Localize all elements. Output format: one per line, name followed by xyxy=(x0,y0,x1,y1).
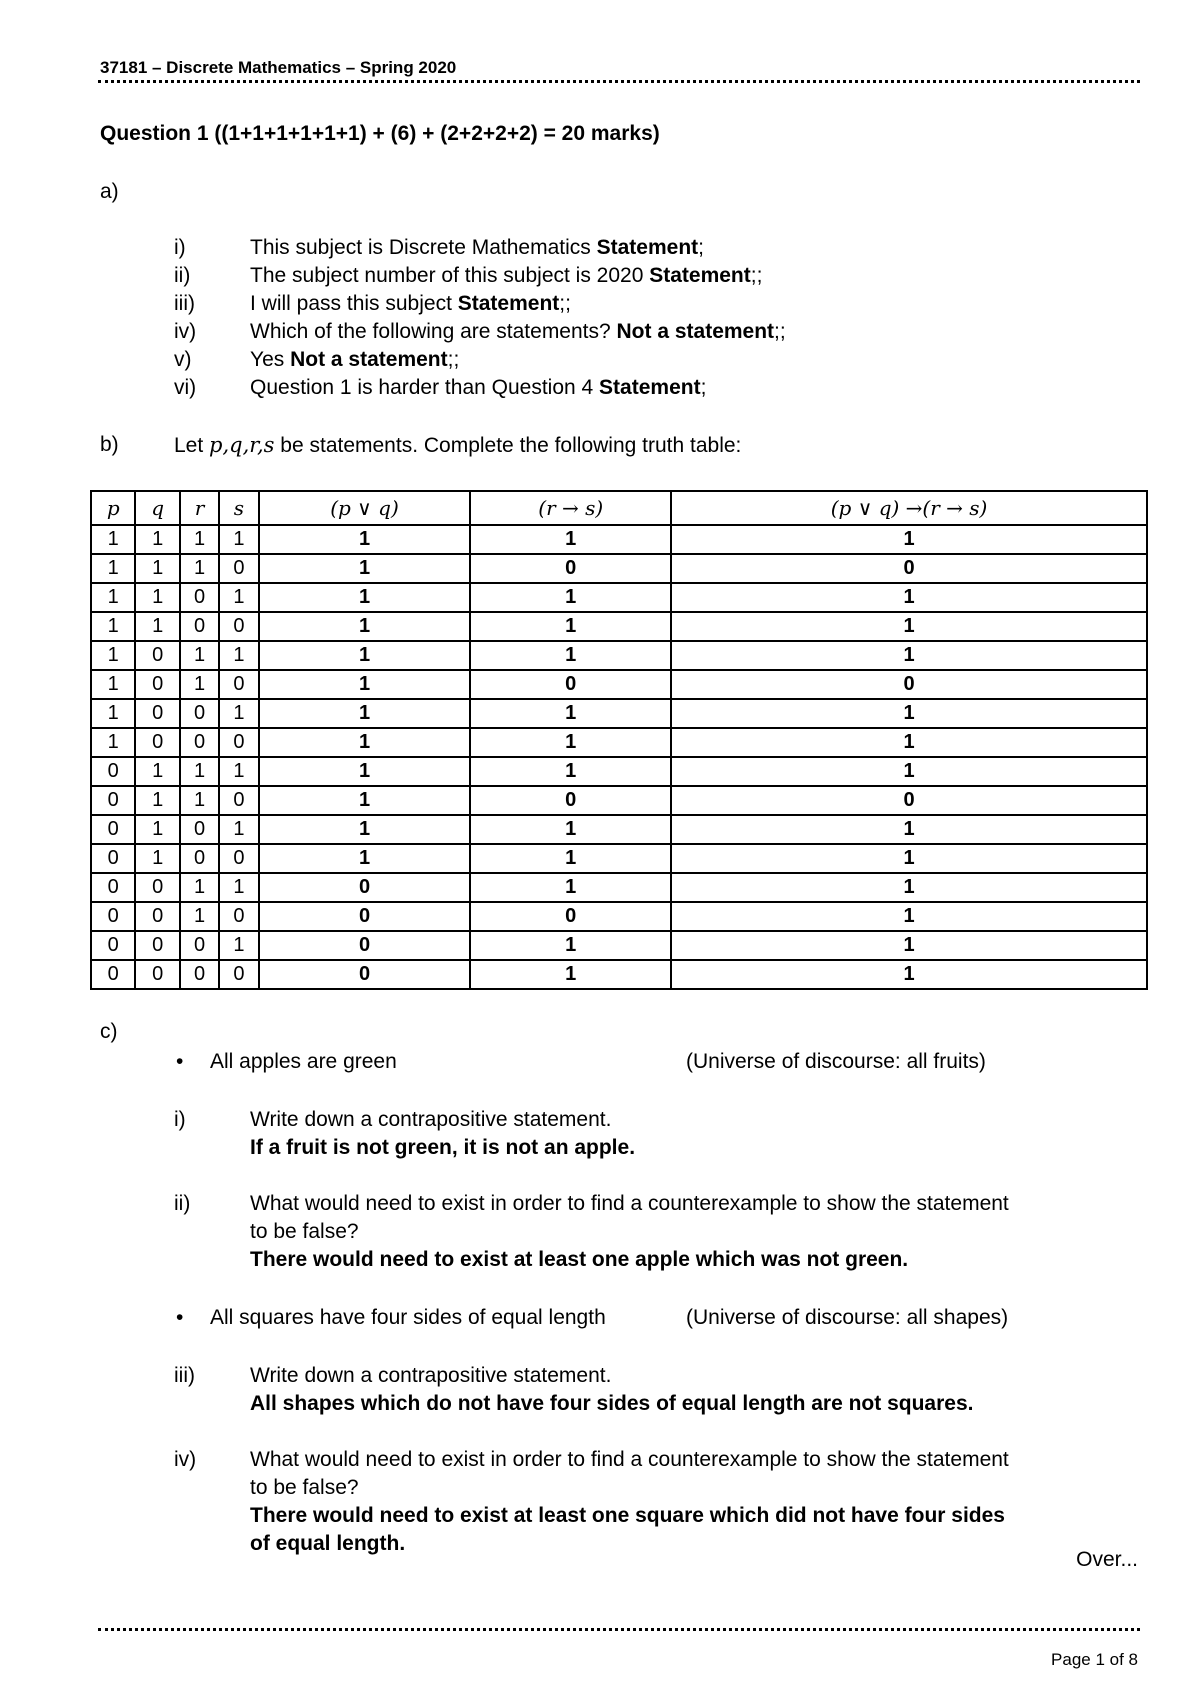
table-cell: 0 xyxy=(91,815,135,844)
table-cell: 0 xyxy=(219,786,258,815)
bullet-dot: • xyxy=(176,1306,184,1329)
table-cell: 0 xyxy=(91,844,135,873)
item-number: ii) xyxy=(174,1192,191,1215)
item-question-line1: What would need to exist in order to find a counterexample to show the statement xyxy=(250,1448,1009,1471)
table-cell: 0 xyxy=(259,960,471,989)
item-number: iii) xyxy=(174,1364,195,1387)
table-cell: 1 xyxy=(470,873,671,902)
item-text xyxy=(250,346,459,374)
question-title: Question 1 ((1+1+1+1+1+1) + (6) + (2+2+2+2) = 20 marks) xyxy=(100,122,660,145)
item-text-tail: ;; xyxy=(750,264,763,287)
table-cell: 1 xyxy=(135,815,179,844)
item-number: i) xyxy=(174,1108,186,1131)
table-cell: 1 xyxy=(470,583,671,612)
item-text-plain: This subject is Discrete Mathematics xyxy=(250,236,597,259)
table-cell: 1 xyxy=(259,670,471,699)
table-cell: 0 xyxy=(91,960,135,989)
table-cell: 1 xyxy=(91,612,135,641)
table-cell: 1 xyxy=(219,641,258,670)
table-cell: 1 xyxy=(671,525,1147,554)
table-cell: 0 xyxy=(219,728,258,757)
table-cell: 0 xyxy=(219,844,258,873)
item-text-bold: Not a statement xyxy=(290,348,448,371)
table-row xyxy=(91,786,1147,815)
item-text-tail: ;; xyxy=(447,348,460,371)
table-row xyxy=(91,902,1147,931)
table-cell: 1 xyxy=(180,525,219,554)
column-header: p xyxy=(91,491,135,525)
table-cell: 1 xyxy=(180,670,219,699)
item-text-plain: Question 1 is harder than Question 4 xyxy=(250,376,600,399)
table-cell: 0 xyxy=(180,960,219,989)
table-cell: 1 xyxy=(219,873,258,902)
item-number: ii) xyxy=(174,264,191,287)
column-header: (p ∨ q) xyxy=(259,491,471,525)
table-cell: 0 xyxy=(219,902,258,931)
table-cell: 1 xyxy=(219,931,258,960)
table-cell: 1 xyxy=(91,699,135,728)
item-text-bold: Statement xyxy=(596,236,699,259)
table-row xyxy=(91,641,1147,670)
table-cell: 0 xyxy=(180,699,219,728)
table-cell: 0 xyxy=(259,931,471,960)
table-cell: 1 xyxy=(470,699,671,728)
table-cell: 1 xyxy=(259,728,471,757)
table-cell: 1 xyxy=(671,641,1147,670)
item-number: iii) xyxy=(174,292,195,315)
bullet-apples: All apples are green xyxy=(210,1050,397,1073)
table-cell: 0 xyxy=(219,670,258,699)
table-cell: 0 xyxy=(91,873,135,902)
item-answer: There would need to exist at least one apple which was not green. xyxy=(250,1248,909,1271)
item-number: v) xyxy=(174,348,192,371)
table-cell: 1 xyxy=(219,757,258,786)
item-text-bold: Statement xyxy=(599,376,701,399)
table-cell: 0 xyxy=(470,670,671,699)
table-cell: 1 xyxy=(91,728,135,757)
intro-suffix: be statements. Complete the following truth table: xyxy=(274,434,742,457)
table-cell: 1 xyxy=(470,757,671,786)
table-cell: 1 xyxy=(470,525,671,554)
item-text-tail: ;; xyxy=(559,292,571,315)
table-cell: 1 xyxy=(180,757,219,786)
table-cell: 1 xyxy=(135,757,179,786)
item-text-plain: I will pass this subject xyxy=(250,292,458,315)
table-cell: 0 xyxy=(135,699,179,728)
table-cell: 1 xyxy=(671,844,1147,873)
table-cell: 1 xyxy=(219,583,258,612)
item-text xyxy=(250,262,762,290)
table-cell: 1 xyxy=(470,960,671,989)
table-cell: 0 xyxy=(180,728,219,757)
table-row xyxy=(91,525,1147,554)
item-answer: If a fruit is not green, it is not an apple. xyxy=(250,1136,636,1159)
item-text-tail: ;; xyxy=(774,320,786,343)
item-number: i) xyxy=(174,236,186,259)
table-cell: 1 xyxy=(671,583,1147,612)
table-cell: 0 xyxy=(470,554,671,583)
part-b-label: b) xyxy=(100,433,119,456)
table-row xyxy=(91,931,1147,960)
table-cell: 0 xyxy=(219,612,258,641)
item-answer: All shapes which do not have four sides of equal length are not squares. xyxy=(250,1392,974,1415)
table-cell: 1 xyxy=(91,583,135,612)
table-cell: 0 xyxy=(470,786,671,815)
table-row xyxy=(91,612,1147,641)
item-text xyxy=(250,290,571,318)
table-cell: 1 xyxy=(259,844,471,873)
table-cell: 0 xyxy=(135,670,179,699)
item-question-line2: to be false? xyxy=(250,1220,359,1243)
table-cell: 1 xyxy=(135,583,179,612)
table-cell: 0 xyxy=(91,931,135,960)
table-cell: 1 xyxy=(180,873,219,902)
table-cell: 1 xyxy=(671,960,1147,989)
table-row xyxy=(91,815,1147,844)
table-cell: 1 xyxy=(470,641,671,670)
item-question: Write down a contrapositive statement. xyxy=(250,1108,612,1131)
page-number: Page 1 of 8 xyxy=(1051,1650,1138,1669)
table-cell: 0 xyxy=(259,902,471,931)
table-row xyxy=(91,554,1147,583)
item-number: iv) xyxy=(174,320,197,343)
table-cell: 1 xyxy=(91,554,135,583)
item-text-bold: Not a statement xyxy=(616,320,775,343)
table-cell: 0 xyxy=(135,873,179,902)
footer-divider xyxy=(98,1628,1140,1631)
column-header: (p ∨ q) →(r → s) xyxy=(671,491,1147,525)
table-cell: 0 xyxy=(91,757,135,786)
table-cell: 0 xyxy=(135,902,179,931)
table-cell: 1 xyxy=(671,815,1147,844)
item-text xyxy=(250,234,704,262)
part-a-label: a) xyxy=(100,180,119,203)
table-cell: 1 xyxy=(135,525,179,554)
table-row xyxy=(91,844,1147,873)
table-cell: 1 xyxy=(259,525,471,554)
table-cell: 1 xyxy=(135,554,179,583)
item-text-bold: Statement xyxy=(457,292,560,315)
table-cell: 0 xyxy=(219,554,258,583)
column-header: q xyxy=(135,491,179,525)
bullet-squares-universe: (Universe of discourse: all shapes) xyxy=(686,1306,1009,1329)
truth-table-header xyxy=(91,491,1147,525)
table-cell: 0 xyxy=(671,670,1147,699)
item-text-bold: Statement xyxy=(649,264,751,287)
table-cell: 1 xyxy=(219,699,258,728)
table-cell: 1 xyxy=(470,931,671,960)
table-cell: 0 xyxy=(180,583,219,612)
column-header: s xyxy=(219,491,258,525)
table-cell: 1 xyxy=(671,931,1147,960)
table-cell: 1 xyxy=(91,525,135,554)
bullet-dot: • xyxy=(176,1050,184,1073)
item-text xyxy=(250,318,786,346)
item-answer-line1: There would need to exist at least one square which did not have four sides xyxy=(250,1504,1005,1527)
table-cell: 1 xyxy=(180,786,219,815)
item-text-plain: Which of the following are statements? xyxy=(250,320,617,343)
page-header: 37181 – Discrete Mathematics – Spring 2020 xyxy=(100,58,457,77)
table-row xyxy=(91,728,1147,757)
table-cell: 0 xyxy=(135,931,179,960)
table-cell: 1 xyxy=(671,728,1147,757)
table-row xyxy=(91,873,1147,902)
intro-vars: p,q,r,s xyxy=(209,433,275,457)
table-cell: 0 xyxy=(91,786,135,815)
table-cell: 0 xyxy=(259,873,471,902)
column-header: (r → s) xyxy=(470,491,671,525)
table-cell: 0 xyxy=(135,960,179,989)
table-row xyxy=(91,699,1147,728)
table-cell: 0 xyxy=(180,612,219,641)
table-cell: 1 xyxy=(91,670,135,699)
table-row xyxy=(91,583,1147,612)
over-note: Over... xyxy=(1076,1548,1138,1571)
bullet-squares: All squares have four sides of equal length xyxy=(210,1306,606,1329)
table-cell: 0 xyxy=(91,902,135,931)
column-header: r xyxy=(180,491,219,525)
table-cell: 1 xyxy=(259,641,471,670)
item-answer-line2: of equal length. xyxy=(250,1532,406,1555)
table-cell: 1 xyxy=(671,757,1147,786)
item-text-tail: ; xyxy=(698,236,704,259)
table-cell: 1 xyxy=(180,902,219,931)
item-text-plain: The subject number of this subject is 2020 xyxy=(250,264,650,287)
table-cell: 1 xyxy=(259,612,471,641)
table-cell: 1 xyxy=(91,641,135,670)
table-cell: 0 xyxy=(671,786,1147,815)
table-cell: 1 xyxy=(259,786,471,815)
table-cell: 1 xyxy=(470,612,671,641)
table-cell: 1 xyxy=(135,786,179,815)
table-cell: 0 xyxy=(180,815,219,844)
table-cell: 0 xyxy=(180,844,219,873)
table-cell: 0 xyxy=(180,931,219,960)
table-cell: 1 xyxy=(671,699,1147,728)
table-cell: 1 xyxy=(671,612,1147,641)
table-cell: 1 xyxy=(259,583,471,612)
table-row xyxy=(91,960,1147,989)
table-cell: 1 xyxy=(671,902,1147,931)
part-b-intro xyxy=(174,433,741,458)
table-cell: 0 xyxy=(470,902,671,931)
item-text xyxy=(250,374,706,402)
table-cell: 1 xyxy=(219,525,258,554)
table-cell: 1 xyxy=(470,728,671,757)
table-cell: 0 xyxy=(219,960,258,989)
item-question-line1: What would need to exist in order to find a counterexample to show the statement xyxy=(250,1192,1009,1215)
table-cell: 1 xyxy=(259,815,471,844)
table-cell: 1 xyxy=(259,554,471,583)
intro-prefix: Let xyxy=(174,434,210,457)
item-question: Write down a contrapositive statement. xyxy=(250,1364,612,1387)
table-cell: 1 xyxy=(135,612,179,641)
part-c-label: c) xyxy=(100,1020,118,1043)
truth-table xyxy=(90,490,1148,990)
bullet-apples-universe: (Universe of discourse: all fruits) xyxy=(686,1050,986,1073)
table-row xyxy=(91,670,1147,699)
item-number: iv) xyxy=(174,1448,197,1471)
table-cell: 1 xyxy=(180,554,219,583)
table-cell: 1 xyxy=(671,873,1147,902)
table-cell: 1 xyxy=(470,844,671,873)
table-cell: 0 xyxy=(671,554,1147,583)
table-cell: 1 xyxy=(219,815,258,844)
item-text-tail: ; xyxy=(700,376,707,399)
table-cell: 1 xyxy=(259,757,471,786)
table-cell: 1 xyxy=(259,699,471,728)
table-cell: 0 xyxy=(135,641,179,670)
header-divider xyxy=(98,80,1140,83)
item-question-line2: to be false? xyxy=(250,1476,359,1499)
table-cell: 1 xyxy=(135,844,179,873)
item-number: vi) xyxy=(174,376,197,399)
table-cell: 1 xyxy=(180,641,219,670)
table-row xyxy=(91,757,1147,786)
table-cell: 1 xyxy=(470,815,671,844)
table-cell: 0 xyxy=(135,728,179,757)
item-text-plain: Yes xyxy=(250,348,291,371)
